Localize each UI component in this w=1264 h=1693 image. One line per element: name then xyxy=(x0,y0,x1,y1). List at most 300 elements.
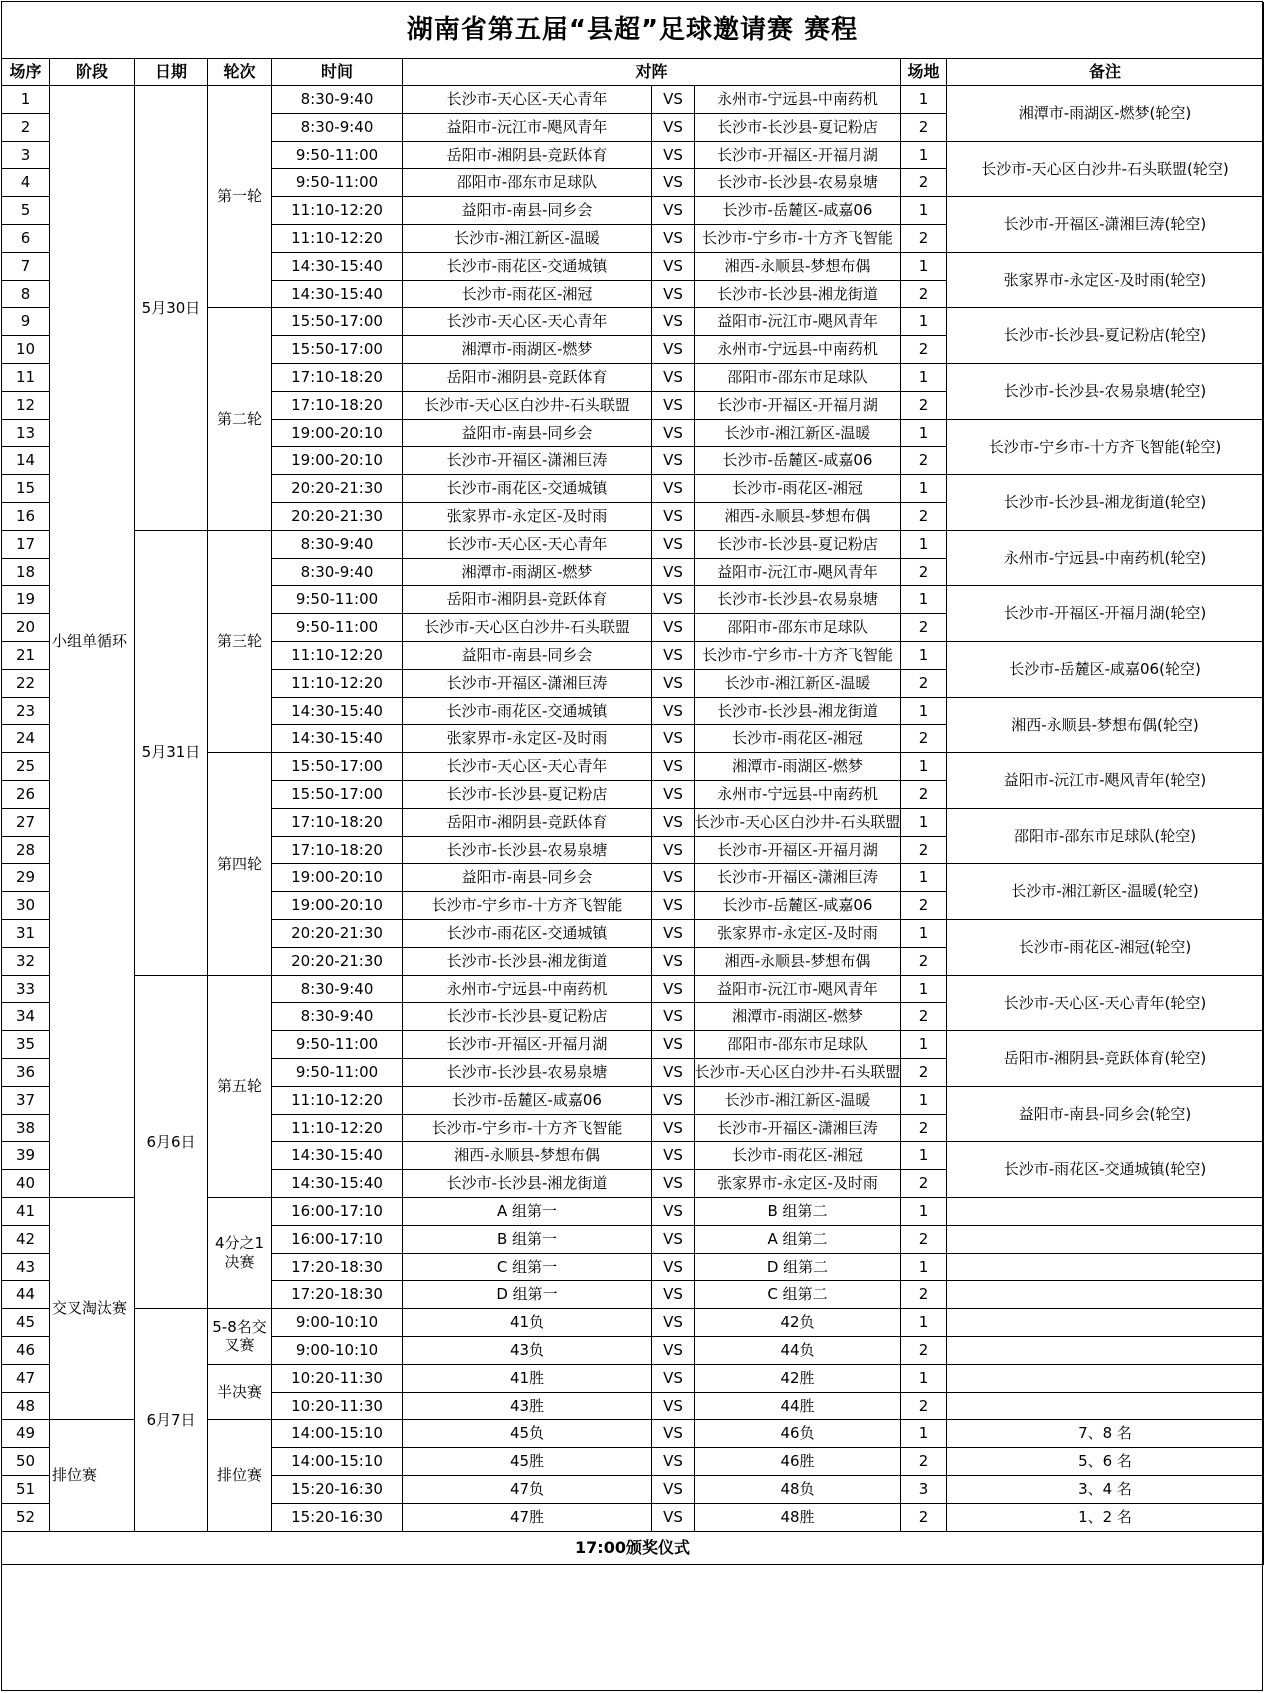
home-team: 45负 xyxy=(403,1420,652,1448)
vs-label: VS xyxy=(652,142,695,170)
remark-cell: 长沙市-长沙县-农易泉塘(轮空) xyxy=(947,364,1264,420)
venue-number: 1 xyxy=(901,1198,947,1226)
match-no: 22 xyxy=(2,670,50,698)
venue-number: 1 xyxy=(901,1309,947,1337)
remark-cell xyxy=(947,1337,1264,1365)
venue-number: 2 xyxy=(901,1226,947,1254)
remark-cell: 7、8 名 xyxy=(947,1420,1264,1448)
venue-number: 2 xyxy=(901,1504,947,1532)
vs-label: VS xyxy=(652,281,695,309)
match-time: 11:10-12:20 xyxy=(272,670,403,698)
match-time: 20:20-21:30 xyxy=(272,503,403,531)
venue-number: 2 xyxy=(901,781,947,809)
home-team: 45胜 xyxy=(403,1448,652,1476)
venue-number: 1 xyxy=(901,920,947,948)
match-time: 8:30-9:40 xyxy=(272,86,403,114)
vs-label: VS xyxy=(652,1254,695,1282)
match-time: 11:10-12:20 xyxy=(272,197,403,225)
home-team: 长沙市-天心区-天心青年 xyxy=(403,531,652,559)
match-no: 14 xyxy=(2,447,50,475)
venue-number: 1 xyxy=(901,753,947,781)
match-time: 17:20-18:30 xyxy=(272,1254,403,1282)
venue-number: 2 xyxy=(901,1393,947,1421)
home-team: 43胜 xyxy=(403,1393,652,1421)
match-no: 34 xyxy=(2,1003,50,1031)
header-venue: 场地 xyxy=(901,59,947,86)
match-no: 8 xyxy=(2,281,50,309)
vs-label: VS xyxy=(652,1198,695,1226)
remark-cell: 长沙市-雨花区-交通城镇(轮空) xyxy=(947,1142,1264,1198)
vs-label: VS xyxy=(652,531,695,559)
vs-label: VS xyxy=(652,781,695,809)
match-time: 19:00-20:10 xyxy=(272,447,403,475)
home-team: 长沙市-长沙县-农易泉塘 xyxy=(403,1059,652,1087)
remark-cell: 长沙市-长沙县-夏记粉店(轮空) xyxy=(947,308,1264,364)
venue-number: 2 xyxy=(901,670,947,698)
remark-cell xyxy=(947,1281,1264,1309)
match-no: 25 xyxy=(2,753,50,781)
match-no: 37 xyxy=(2,1087,50,1115)
remark-cell: 1、2 名 xyxy=(947,1504,1264,1532)
away-team: 长沙市-天心区白沙井-石头联盟 xyxy=(695,809,901,837)
match-no: 49 xyxy=(2,1420,50,1448)
match-no: 41 xyxy=(2,1198,50,1226)
away-team: 长沙市-湘江新区-温暖 xyxy=(695,1087,901,1115)
home-team: 张家界市-永定区-及时雨 xyxy=(403,503,652,531)
vs-label: VS xyxy=(652,1087,695,1115)
home-team: 益阳市-南县-同乡会 xyxy=(403,420,652,448)
away-team: 益阳市-沅江市-飓风青年 xyxy=(695,976,901,1004)
venue-number: 2 xyxy=(901,614,947,642)
home-team: 长沙市-雨花区-交通城镇 xyxy=(403,253,652,281)
header-round: 轮次 xyxy=(208,59,272,86)
remark-cell: 长沙市-长沙县-湘龙街道(轮空) xyxy=(947,475,1264,531)
match-time: 15:20-16:30 xyxy=(272,1476,403,1504)
match-time: 16:00-17:10 xyxy=(272,1226,403,1254)
match-time: 14:30-15:40 xyxy=(272,698,403,726)
vs-label: VS xyxy=(652,753,695,781)
home-team: 长沙市-长沙县-夏记粉店 xyxy=(403,1003,652,1031)
match-time: 8:30-9:40 xyxy=(272,531,403,559)
away-team: 长沙市-开福区-开福月湖 xyxy=(695,142,901,170)
match-time: 20:20-21:30 xyxy=(272,475,403,503)
home-team: 岳阳市-湘阴县-竞跃体育 xyxy=(403,364,652,392)
home-team: 长沙市-天心区-天心青年 xyxy=(403,86,652,114)
venue-number: 2 xyxy=(901,892,947,920)
venue-number: 1 xyxy=(901,1031,947,1059)
vs-label: VS xyxy=(652,503,695,531)
away-team: C 组第二 xyxy=(695,1281,901,1309)
vs-label: VS xyxy=(652,114,695,142)
home-team: 长沙市-雨花区-交通城镇 xyxy=(403,698,652,726)
match-time: 9:50-11:00 xyxy=(272,614,403,642)
vs-label: VS xyxy=(652,670,695,698)
venue-number: 1 xyxy=(901,698,947,726)
match-no: 44 xyxy=(2,1281,50,1309)
match-time: 9:50-11:00 xyxy=(272,169,403,197)
remark-cell: 长沙市-天心区白沙井-石头联盟(轮空) xyxy=(947,142,1264,198)
header-date: 日期 xyxy=(135,59,208,86)
vs-label: VS xyxy=(652,169,695,197)
vs-label: VS xyxy=(652,1309,695,1337)
remark-cell: 5、6 名 xyxy=(947,1448,1264,1476)
away-team: 长沙市-天心区白沙井-石头联盟 xyxy=(695,1059,901,1087)
away-team: 湘西-永顺县-梦想布偶 xyxy=(695,253,901,281)
match-time: 20:20-21:30 xyxy=(272,920,403,948)
page-title: 湖南省第五届“县超”足球邀请赛 赛程 xyxy=(2,2,1264,59)
date-cell: 6月7日 xyxy=(135,1309,208,1531)
home-team: 长沙市-雨花区-交通城镇 xyxy=(403,475,652,503)
venue-number: 2 xyxy=(901,1059,947,1087)
vs-label: VS xyxy=(652,1476,695,1504)
away-team: 长沙市-开福区-开福月湖 xyxy=(695,837,901,865)
match-no: 30 xyxy=(2,892,50,920)
match-time: 19:00-20:10 xyxy=(272,420,403,448)
vs-label: VS xyxy=(652,698,695,726)
home-team: 长沙市-天心区-天心青年 xyxy=(403,753,652,781)
vs-label: VS xyxy=(652,86,695,114)
match-no: 21 xyxy=(2,642,50,670)
match-no: 35 xyxy=(2,1031,50,1059)
match-time: 14:00-15:10 xyxy=(272,1448,403,1476)
venue-number: 2 xyxy=(901,114,947,142)
away-team: 湘潭市-雨湖区-燃梦 xyxy=(695,1003,901,1031)
venue-number: 1 xyxy=(901,253,947,281)
round-cell: 第四轮 xyxy=(208,753,272,975)
match-time: 9:00-10:10 xyxy=(272,1309,403,1337)
match-time: 11:10-12:20 xyxy=(272,1115,403,1143)
venue-number: 1 xyxy=(901,142,947,170)
vs-label: VS xyxy=(652,1420,695,1448)
home-team: 长沙市-岳麓区-咸嘉06 xyxy=(403,1087,652,1115)
venue-number: 2 xyxy=(901,1281,947,1309)
match-no: 40 xyxy=(2,1170,50,1198)
match-no: 10 xyxy=(2,336,50,364)
round-cell: 4分之1决赛 xyxy=(208,1198,272,1309)
venue-number: 2 xyxy=(901,1003,947,1031)
remark-cell: 邵阳市-邵东市足球队(轮空) xyxy=(947,809,1264,865)
away-team: 长沙市-雨花区-湘冠 xyxy=(695,725,901,753)
venue-number: 1 xyxy=(901,864,947,892)
venue-number: 1 xyxy=(901,1142,947,1170)
remark-cell: 湘西-永顺县-梦想布偶(轮空) xyxy=(947,698,1264,754)
round-cell: 半决赛 xyxy=(208,1365,272,1421)
home-team: 邵阳市-邵东市足球队 xyxy=(403,169,652,197)
home-team: 岳阳市-湘阴县-竞跃体育 xyxy=(403,142,652,170)
vs-label: VS xyxy=(652,1337,695,1365)
match-no: 16 xyxy=(2,503,50,531)
away-team: 48胜 xyxy=(695,1504,901,1532)
vs-label: VS xyxy=(652,948,695,976)
venue-number: 1 xyxy=(901,420,947,448)
match-no: 1 xyxy=(2,86,50,114)
vs-label: VS xyxy=(652,1281,695,1309)
venue-number: 1 xyxy=(901,1254,947,1282)
remark-cell: 张家界市-永定区-及时雨(轮空) xyxy=(947,253,1264,309)
away-team: 长沙市-长沙县-农易泉塘 xyxy=(695,586,901,614)
match-time: 17:10-18:20 xyxy=(272,837,403,865)
match-no: 6 xyxy=(2,225,50,253)
home-team: 41胜 xyxy=(403,1365,652,1393)
match-no: 36 xyxy=(2,1059,50,1087)
home-team: 长沙市-宁乡市-十方齐飞智能 xyxy=(403,892,652,920)
match-time: 14:00-15:10 xyxy=(272,1420,403,1448)
home-team: 益阳市-南县-同乡会 xyxy=(403,197,652,225)
away-team: 湘潭市-雨湖区-燃梦 xyxy=(695,753,901,781)
away-team: B 组第二 xyxy=(695,1198,901,1226)
vs-label: VS xyxy=(652,920,695,948)
remark-cell: 湘潭市-雨湖区-燃梦(轮空) xyxy=(947,86,1264,142)
away-team: 张家界市-永定区-及时雨 xyxy=(695,1170,901,1198)
away-team: 长沙市-开福区-潇湘巨涛 xyxy=(695,1115,901,1143)
venue-number: 2 xyxy=(901,503,947,531)
match-no: 2 xyxy=(2,114,50,142)
match-time: 8:30-9:40 xyxy=(272,976,403,1004)
venue-number: 1 xyxy=(901,809,947,837)
match-time: 19:00-20:10 xyxy=(272,864,403,892)
away-team: D 组第二 xyxy=(695,1254,901,1282)
venue-number: 3 xyxy=(901,1476,947,1504)
match-no: 26 xyxy=(2,781,50,809)
date-cell: 5月30日 xyxy=(135,86,208,531)
remark-cell xyxy=(947,1309,1264,1337)
home-team: 长沙市-开福区-潇湘巨涛 xyxy=(403,670,652,698)
venue-number: 2 xyxy=(901,447,947,475)
home-team: 益阳市-南县-同乡会 xyxy=(403,864,652,892)
remark-cell: 益阳市-南县-同乡会(轮空) xyxy=(947,1087,1264,1143)
match-no: 11 xyxy=(2,364,50,392)
home-team: 湘潭市-雨湖区-燃梦 xyxy=(403,559,652,587)
remark-cell: 3、4 名 xyxy=(947,1476,1264,1504)
vs-label: VS xyxy=(652,1142,695,1170)
vs-label: VS xyxy=(652,837,695,865)
vs-label: VS xyxy=(652,1504,695,1532)
round-cell: 第五轮 xyxy=(208,976,272,1198)
round-cell: 第二轮 xyxy=(208,308,272,530)
match-no: 4 xyxy=(2,169,50,197)
away-team: 长沙市-雨花区-湘冠 xyxy=(695,1142,901,1170)
venue-number: 2 xyxy=(901,1448,947,1476)
home-team: 长沙市-长沙县-夏记粉店 xyxy=(403,781,652,809)
match-time: 15:50-17:00 xyxy=(272,753,403,781)
venue-number: 2 xyxy=(901,1170,947,1198)
match-time: 10:20-11:30 xyxy=(272,1393,403,1421)
vs-label: VS xyxy=(652,392,695,420)
home-team: 43负 xyxy=(403,1337,652,1365)
match-no: 29 xyxy=(2,864,50,892)
venue-number: 2 xyxy=(901,169,947,197)
vs-label: VS xyxy=(652,1365,695,1393)
away-team: 长沙市-湘江新区-温暖 xyxy=(695,670,901,698)
vs-label: VS xyxy=(652,1393,695,1421)
match-time: 14:30-15:40 xyxy=(272,1170,403,1198)
vs-label: VS xyxy=(652,642,695,670)
match-time: 9:00-10:10 xyxy=(272,1337,403,1365)
match-no: 15 xyxy=(2,475,50,503)
match-no: 17 xyxy=(2,531,50,559)
match-no: 5 xyxy=(2,197,50,225)
vs-label: VS xyxy=(652,614,695,642)
match-time: 9:50-11:00 xyxy=(272,142,403,170)
match-no: 48 xyxy=(2,1393,50,1421)
remark-cell: 长沙市-湘江新区-温暖(轮空) xyxy=(947,864,1264,920)
venue-number: 2 xyxy=(901,1337,947,1365)
vs-label: VS xyxy=(652,1170,695,1198)
home-team: 长沙市-开福区-潇湘巨涛 xyxy=(403,447,652,475)
venue-number: 1 xyxy=(901,475,947,503)
remark-cell xyxy=(947,1254,1264,1282)
match-time: 14:30-15:40 xyxy=(272,1142,403,1170)
venue-number: 2 xyxy=(901,392,947,420)
home-team: 长沙市-雨花区-湘冠 xyxy=(403,281,652,309)
away-team: 长沙市-长沙县-农易泉塘 xyxy=(695,169,901,197)
header-remark: 备注 xyxy=(947,59,1264,86)
match-time: 8:30-9:40 xyxy=(272,1003,403,1031)
venue-number: 2 xyxy=(901,225,947,253)
venue-number: 1 xyxy=(901,1365,947,1393)
match-time: 15:50-17:00 xyxy=(272,336,403,364)
round-cell: 5-8名交叉赛 xyxy=(208,1309,272,1365)
venue-number: 1 xyxy=(901,586,947,614)
venue-number: 1 xyxy=(901,364,947,392)
home-team: 益阳市-南县-同乡会 xyxy=(403,642,652,670)
away-team: 长沙市-长沙县-夏记粉店 xyxy=(695,114,901,142)
home-team: 长沙市-湘江新区-温暖 xyxy=(403,225,652,253)
home-team: 47负 xyxy=(403,1476,652,1504)
away-team: 44胜 xyxy=(695,1393,901,1421)
match-time: 20:20-21:30 xyxy=(272,948,403,976)
match-time: 9:50-11:00 xyxy=(272,1059,403,1087)
stage-cell: 交叉淘汰赛 xyxy=(50,1198,135,1420)
away-team: 长沙市-长沙县-夏记粉店 xyxy=(695,531,901,559)
venue-number: 2 xyxy=(901,1115,947,1143)
home-team: 长沙市-雨花区-交通城镇 xyxy=(403,920,652,948)
away-team: 邵阳市-邵东市足球队 xyxy=(695,364,901,392)
remark-cell xyxy=(947,1198,1264,1226)
match-time: 11:10-12:20 xyxy=(272,642,403,670)
venue-number: 1 xyxy=(901,197,947,225)
away-team: 42负 xyxy=(695,1309,901,1337)
date-cell: 5月31日 xyxy=(135,531,208,976)
match-no: 7 xyxy=(2,253,50,281)
home-team: 长沙市-长沙县-湘龙街道 xyxy=(403,1170,652,1198)
match-no: 39 xyxy=(2,1142,50,1170)
venue-number: 1 xyxy=(901,1087,947,1115)
match-no: 9 xyxy=(2,308,50,336)
home-team: 长沙市-天心区白沙井-石头联盟 xyxy=(403,392,652,420)
away-team: 长沙市-长沙县-湘龙街道 xyxy=(695,281,901,309)
remark-cell: 永州市-宁远县-中南药机(轮空) xyxy=(947,531,1264,587)
venue-number: 1 xyxy=(901,642,947,670)
match-no: 13 xyxy=(2,420,50,448)
venue-number: 2 xyxy=(901,281,947,309)
match-no: 42 xyxy=(2,1226,50,1254)
vs-label: VS xyxy=(652,976,695,1004)
match-time: 10:20-11:30 xyxy=(272,1365,403,1393)
header-time: 时间 xyxy=(272,59,403,86)
match-time: 9:50-11:00 xyxy=(272,1031,403,1059)
vs-label: VS xyxy=(652,447,695,475)
match-time: 17:10-18:20 xyxy=(272,392,403,420)
away-team: 长沙市-开福区-潇湘巨涛 xyxy=(695,864,901,892)
away-team: 44负 xyxy=(695,1337,901,1365)
away-team: 长沙市-宁乡市-十方齐飞智能 xyxy=(695,642,901,670)
venue-number: 2 xyxy=(901,336,947,364)
match-time: 16:00-17:10 xyxy=(272,1198,403,1226)
vs-label: VS xyxy=(652,364,695,392)
round-cell: 第一轮 xyxy=(208,86,272,308)
remark-cell: 长沙市-宁乡市-十方齐飞智能(轮空) xyxy=(947,420,1264,476)
away-team: 42胜 xyxy=(695,1365,901,1393)
away-team: 益阳市-沅江市-飓风青年 xyxy=(695,308,901,336)
venue-number: 1 xyxy=(901,308,947,336)
home-team: 47胜 xyxy=(403,1504,652,1532)
away-team: 长沙市-宁乡市-十方齐飞智能 xyxy=(695,225,901,253)
match-time: 17:10-18:20 xyxy=(272,364,403,392)
remark-cell: 长沙市-开福区-开福月湖(轮空) xyxy=(947,586,1264,642)
remark-cell: 长沙市-天心区-天心青年(轮空) xyxy=(947,976,1264,1032)
match-time: 15:50-17:00 xyxy=(272,308,403,336)
remark-cell xyxy=(947,1226,1264,1254)
away-team: 湘西-永顺县-梦想布偶 xyxy=(695,503,901,531)
home-team: 岳阳市-湘阴县-竞跃体育 xyxy=(403,809,652,837)
away-team: 长沙市-岳麓区-咸嘉06 xyxy=(695,892,901,920)
match-no: 38 xyxy=(2,1115,50,1143)
vs-label: VS xyxy=(652,1059,695,1087)
vs-label: VS xyxy=(652,892,695,920)
away-team: 48负 xyxy=(695,1476,901,1504)
away-team: 湘西-永顺县-梦想布偶 xyxy=(695,948,901,976)
vs-label: VS xyxy=(652,1003,695,1031)
match-time: 15:20-16:30 xyxy=(272,1504,403,1532)
remark-cell: 长沙市-雨花区-湘冠(轮空) xyxy=(947,920,1264,976)
match-no: 28 xyxy=(2,837,50,865)
match-no: 23 xyxy=(2,698,50,726)
home-team: 长沙市-天心区白沙井-石头联盟 xyxy=(403,614,652,642)
vs-label: VS xyxy=(652,1031,695,1059)
home-team: 湘西-永顺县-梦想布偶 xyxy=(403,1142,652,1170)
stage-cell: 小组单循环 xyxy=(50,86,135,1198)
vs-label: VS xyxy=(652,864,695,892)
venue-number: 1 xyxy=(901,531,947,559)
away-team: 长沙市-开福区-开福月湖 xyxy=(695,392,901,420)
match-no: 24 xyxy=(2,725,50,753)
match-no: 18 xyxy=(2,559,50,587)
match-time: 14:30-15:40 xyxy=(272,281,403,309)
away-team: 永州市-宁远县-中南药机 xyxy=(695,336,901,364)
round-cell: 第三轮 xyxy=(208,531,272,753)
match-no: 43 xyxy=(2,1254,50,1282)
match-no: 27 xyxy=(2,809,50,837)
venue-number: 2 xyxy=(901,725,947,753)
vs-label: VS xyxy=(652,559,695,587)
award-ceremony: 17:00颁奖仪式 xyxy=(2,1532,1264,1565)
vs-label: VS xyxy=(652,308,695,336)
vs-label: VS xyxy=(652,253,695,281)
away-team: A 组第二 xyxy=(695,1226,901,1254)
away-team: 46胜 xyxy=(695,1448,901,1476)
home-team: 长沙市-宁乡市-十方齐飞智能 xyxy=(403,1115,652,1143)
home-team: 长沙市-长沙县-湘龙街道 xyxy=(403,948,652,976)
vs-label: VS xyxy=(652,1448,695,1476)
match-no: 47 xyxy=(2,1365,50,1393)
remark-cell: 岳阳市-湘阴县-竞跃体育(轮空) xyxy=(947,1031,1264,1087)
vs-label: VS xyxy=(652,809,695,837)
venue-number: 1 xyxy=(901,86,947,114)
away-team: 长沙市-岳麓区-咸嘉06 xyxy=(695,197,901,225)
match-no: 12 xyxy=(2,392,50,420)
away-team: 长沙市-长沙县-湘龙街道 xyxy=(695,698,901,726)
